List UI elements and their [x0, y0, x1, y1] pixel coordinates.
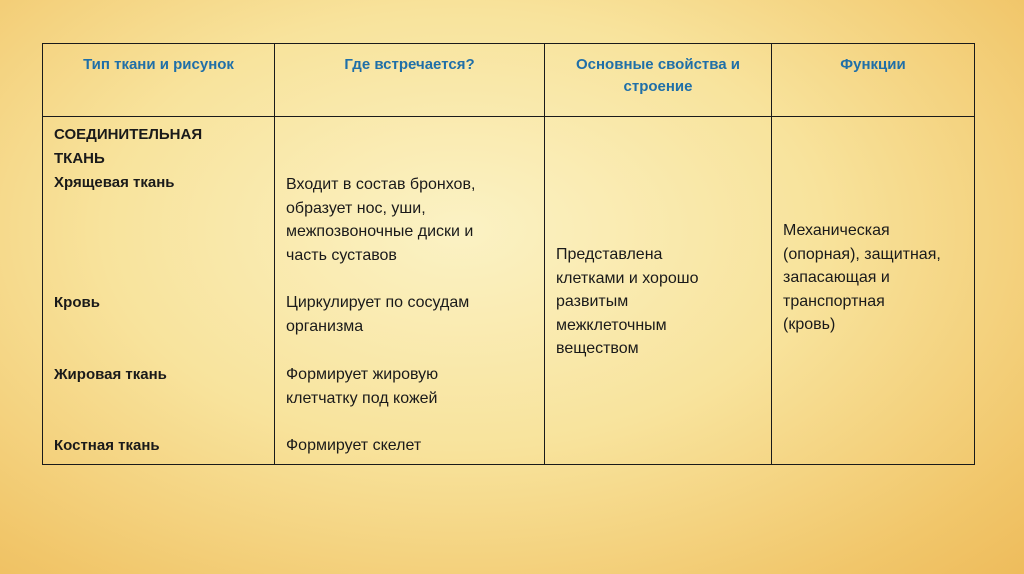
table-row — [43, 117, 975, 465]
cell-functions — [772, 117, 975, 465]
header-properties: Основные свойства и строение — [545, 44, 772, 117]
tissue-cartilage: Хрящевая ткань — [54, 174, 175, 191]
group-title: СОЕДИНИТЕЛЬНАЯ ТКАНЬ — [54, 126, 203, 167]
tissue-bone: Костная ткань — [54, 437, 160, 454]
cell-tissue-types — [43, 117, 275, 465]
header-tissue-type: Тип ткани и рисунок — [43, 44, 275, 117]
where-bone: Формирует скелет — [286, 437, 422, 454]
cell-properties — [545, 117, 772, 465]
tissue-blood: Кровь — [54, 294, 100, 311]
where-blood: Циркулирует по сосудам организма — [286, 294, 470, 335]
table-header-row — [43, 44, 975, 117]
header-where-found: Где встречается? — [275, 44, 545, 117]
tissue-fat: Жировая ткань — [54, 366, 167, 383]
tissue-table — [42, 43, 975, 465]
where-cartilage: Входит в состав бронхов, образует нос, уши, межпозвоночные диски и часть суставов — [286, 176, 476, 264]
properties-text: Представлена клетками и хорошо развитым межклеточным веществом — [556, 246, 699, 357]
cell-where-found — [275, 117, 545, 465]
header-functions: Функции — [772, 44, 975, 117]
functions-text: Механическая (опорная), защитная, запасающая и транспортная (кровь) — [783, 222, 941, 333]
where-fat: Формирует жировую клетчатку под кожей — [286, 366, 439, 407]
